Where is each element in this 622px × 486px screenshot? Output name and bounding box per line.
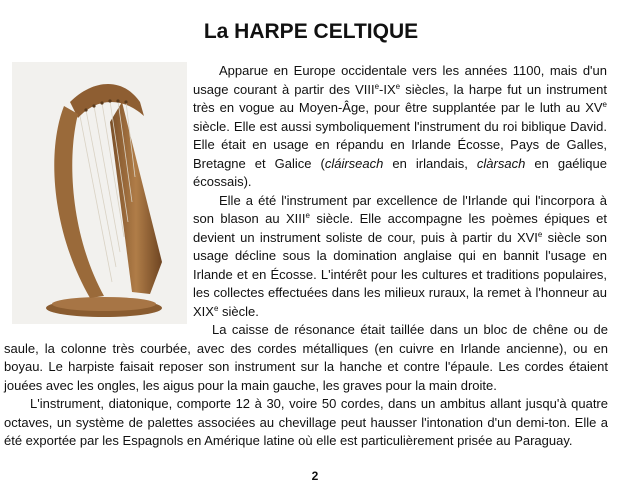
paragraph-ireland bbox=[193, 192, 607, 322]
text-full-width bbox=[4, 321, 608, 451]
text-column bbox=[193, 62, 607, 321]
superscript: e bbox=[602, 100, 607, 109]
paragraph-origins bbox=[193, 62, 607, 192]
superscript: e bbox=[395, 81, 401, 91]
superscript: e bbox=[374, 81, 380, 91]
superscript: e bbox=[537, 229, 543, 239]
text-run: en irlandais, bbox=[383, 155, 477, 171]
superscript: e bbox=[305, 211, 310, 220]
harp-icon bbox=[12, 62, 187, 324]
superscript: e bbox=[213, 303, 219, 313]
paragraph-construction: La caisse de résonance était taillée dans un bloc de chêne ou de saule, la colonne très courbée, avec des cordes métalliques (en cuivre en Irlande ancienne), ou en boyau. Le harpiste faisait reposer son instrument sur la hanche et contre l'épaule. Les cordes étaient jouées avec les ongles, les aigus pour la main gauche, les graves pour la main droite. bbox=[4, 322, 608, 393]
text-run: siècles, la harpe fut un instrument très en vogue au Moyen-Âge, pour être supplantée par le luth au XV bbox=[193, 81, 607, 115]
text-run: -IX bbox=[379, 81, 396, 97]
text-run: siècle. Elle accompagne les poèmes épiques et devient un instrument soliste de cour, puis à partir du XVI bbox=[193, 211, 607, 245]
paragraph-instrument: L'instrument, diatonique, comporte 12 à 30, voire 50 cordes, dans un ambitus allant jusqu'à quatre octaves, un système de palettes associées au chevillage peut hausser l'intonation d'un demi-ton. Elle a été exportée par les Espagnols en Amérique latine où elle est particulièrement prisée au Paraguay. bbox=[4, 396, 608, 448]
page-title: La HARPE CELTIQUE bbox=[203, 20, 419, 44]
text-run: siècle son usage décline sous la domination anglaise qui en bannit l'usage en Irlande et en Écosse. L'intérêt pour les cultures et traditions populaires, les collectes effectuées dans les milieux ruraux, la remet à l'honneur au XIX bbox=[193, 229, 608, 319]
text-run: Elle a été l'instrument par excellence de l'Irlande qui l'incorpora à son blason au XIII bbox=[193, 192, 607, 226]
text-run: en gaélique écossais). bbox=[193, 155, 607, 189]
celtic-harp-photo bbox=[12, 62, 187, 324]
italic-term: clàrsach bbox=[476, 155, 526, 171]
text-run: siècle. bbox=[218, 303, 259, 319]
text-run: Apparue en Europe occidentale vers les années 1100, mais d'un usage courant à partir des VIII bbox=[193, 63, 607, 97]
page-number: 2 bbox=[311, 469, 319, 483]
italic-term: cláirseach bbox=[324, 155, 384, 171]
text-run: siècle. Elle est aussi symboliquement l'instrument du roi biblique David. Elle était en usage en répandu en Irlande Écosse, Pays de Galles, Bretagne et Galice ( bbox=[193, 118, 607, 171]
